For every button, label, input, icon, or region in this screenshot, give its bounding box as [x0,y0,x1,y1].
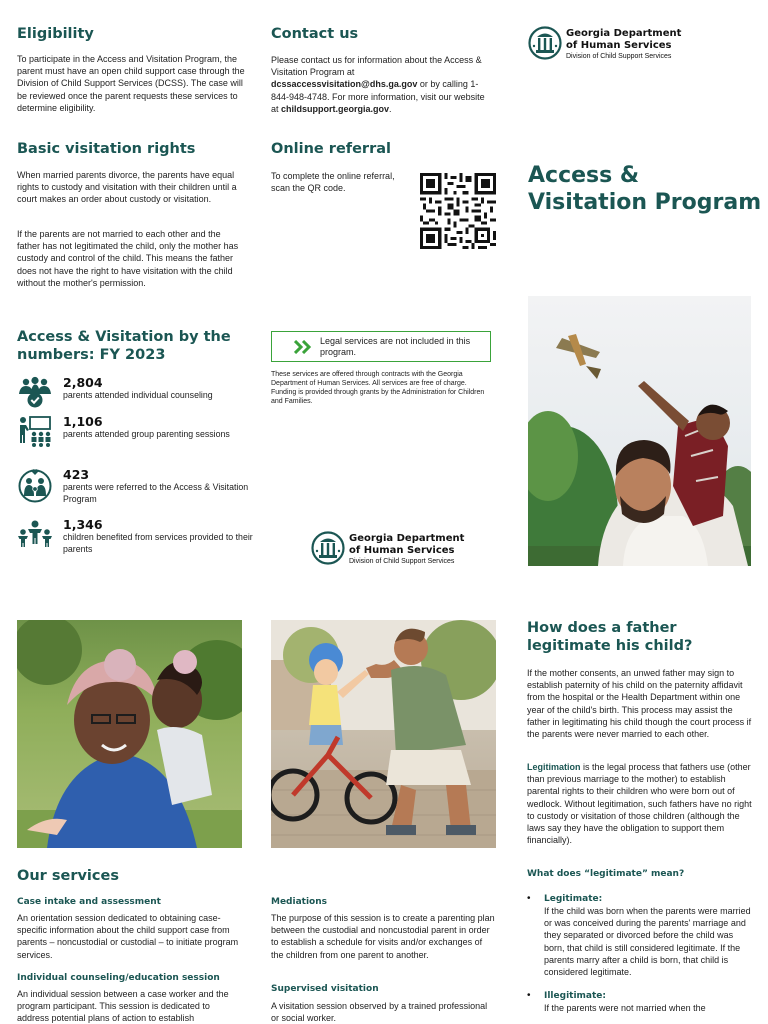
definition-text: If the parents were not married when the [544,1003,706,1014]
referral-qr-code[interactable] [420,173,496,249]
father-son-shoulders-photo [528,296,751,566]
online-referral-text: To complete the online referral, scan the QR code. [271,171,395,194]
legitimate-para2 [527,761,753,846]
children-icon [17,517,53,553]
definition-text: If the child was born when the parents were married or was conceived during the parents' marriage and they separated or divorced before the child was born, that child is still considered legitimate. If the parents marry after a child is born, that child is considered legitimate. [544,906,751,978]
service-supervised-title: Supervised visitation [271,984,379,994]
callout-text: Legal services are not included in this program. [320,336,471,357]
dhs-logo-middle [311,531,471,571]
basic-rights-para2: If the parents are not married to each other and the father has not legitimated the child, only the mother has custody and control of the child. This means the father does not have the right to have visitation with the child without the mother's permission. [17,229,239,288]
group-counseling-icon [17,375,53,411]
list-item [527,893,753,978]
legal-services-callout [271,331,491,362]
contact-website-link[interactable]: childsupport.georgia.gov [281,103,390,114]
photo-illustration [528,296,751,566]
legitimate-question: What does “legitimate” mean? [527,869,685,879]
stat-value: 1,106 [63,414,103,429]
service-supervised-text: A visitation session observed by a trained professional or social worker. [271,1001,488,1024]
legitimate-para1: If the mother consents, an unwed father may sign to establish paternity of his child on the paternity affidavit from the hospital or the Health Department within one year of the child's birth. This process may assist the father in legitimating his child though the court process if the parents were never married to each other. [527,668,752,740]
legitimation-definition: is the legal process that fathers use (other than previous marriage to the mother) to establish parental rights to their children who were born out of wedlock. Without legitimation, such fathers have no right to custody or visitation of those children (although the laws say they have the obligation to support them financially). [527,762,752,846]
photo-illustration [271,620,496,848]
funding-note: These services are offered through contracts with the Georgia Department of Human Services. All services are free of charge. Funding is provided through grants by the Administration for Children and Families. [271,371,485,405]
stat-referred [17,467,257,509]
service-mediations-text: The purpose of this session is to create a parenting plan between the custodial and noncustodial parent in order to establish a schedule for visits and/or exchanges of the children from one parent to another. [271,913,495,960]
stat-value: 2,804 [63,375,103,390]
basic-rights-title: Basic visitation rights [17,141,196,157]
photo-illustration [17,620,242,848]
logo-line1: Georgia Department [349,533,465,544]
service-mediations-title: Mediations [271,897,327,907]
contact-text [271,54,489,115]
basic-rights-para1: When married parents divorce, the parents have equal rights to custody and visitation with their children until a court makes an order about custody or visitation. [17,170,237,205]
definition-term: • Legitimate: [544,894,603,904]
legitimate-definitions-list [527,893,753,1014]
stat-label: children benefited from services provided to their parents [63,532,253,554]
mother-daughter-photo [17,620,242,848]
service-counseling-text: An individual session between a case worker and the program participant. This session is dedicated to address potential plans of action to establish [17,989,229,1024]
stat-label: parents attended individual counseling [63,390,213,400]
program-title: Access & Visitation Program [528,163,762,215]
service-counseling-title: Individual counseling/education session [17,973,220,983]
contact-title: Contact us [271,26,359,42]
numbers-title: Access & Visitation by the numbers: FY 2023 [17,329,231,363]
double-chevron-right-icon [294,340,314,354]
list-item [527,990,753,1014]
eligibility-text: To participate in the Access and Visitation Program, the parent must have an open child support case through the Division of Child Support Services (DCSS). The case will be reviewed once the parent requests these services to determine eligibility. [17,54,245,113]
dhs-logo-top [528,26,688,66]
legitimation-term: Legitimation [527,762,581,772]
stat-individual-counseling [17,375,257,411]
legitimate-title: How does a father legitimate his child? [527,620,693,654]
georgia-seal-icon [311,531,345,565]
contact-email-link[interactable]: dcssaccessvisitation@dhs.ga.gov [271,79,418,90]
contact-intro: Please contact us for information about the Access & Visitation Program at [271,55,482,78]
family-referral-icon [17,467,53,503]
online-referral-title: Online referral [271,141,391,157]
georgia-seal-icon [528,26,562,60]
stat-label: parents were referred to the Access & Visitation Program [63,482,249,504]
service-intake-title: Case intake and assessment [17,897,161,907]
logo-line1: Georgia Department [566,28,682,39]
stat-value: 423 [63,467,90,482]
logo-line2: of Human Services [566,39,672,51]
definition-term: • Illegitimate: [544,991,606,1002]
stat-label: parents attended group parenting sessions [63,429,230,439]
logo-line3: Division of Child Support Services [349,558,455,565]
service-intake-text: An orientation session dedicated to obtaining case-specific information about the child support case from parents – noncustodial or custodial – to initiate program services. [17,913,239,960]
logo-line2: of Human Services [349,544,455,556]
stat-group-parenting [17,414,257,456]
stat-value: 1,346 [63,517,103,532]
contact-phone-text: or by calling 1-844-948-4748. For more information, visit our website at [271,79,485,114]
stat-children [17,517,257,557]
father-child-bike-photo [271,620,496,848]
contact-end: . [389,103,392,114]
services-title: Our services [17,868,119,884]
logo-line3: Division of Child Support Services [566,53,672,60]
eligibility-title: Eligibility [17,26,94,42]
parenting-class-icon [17,414,53,450]
